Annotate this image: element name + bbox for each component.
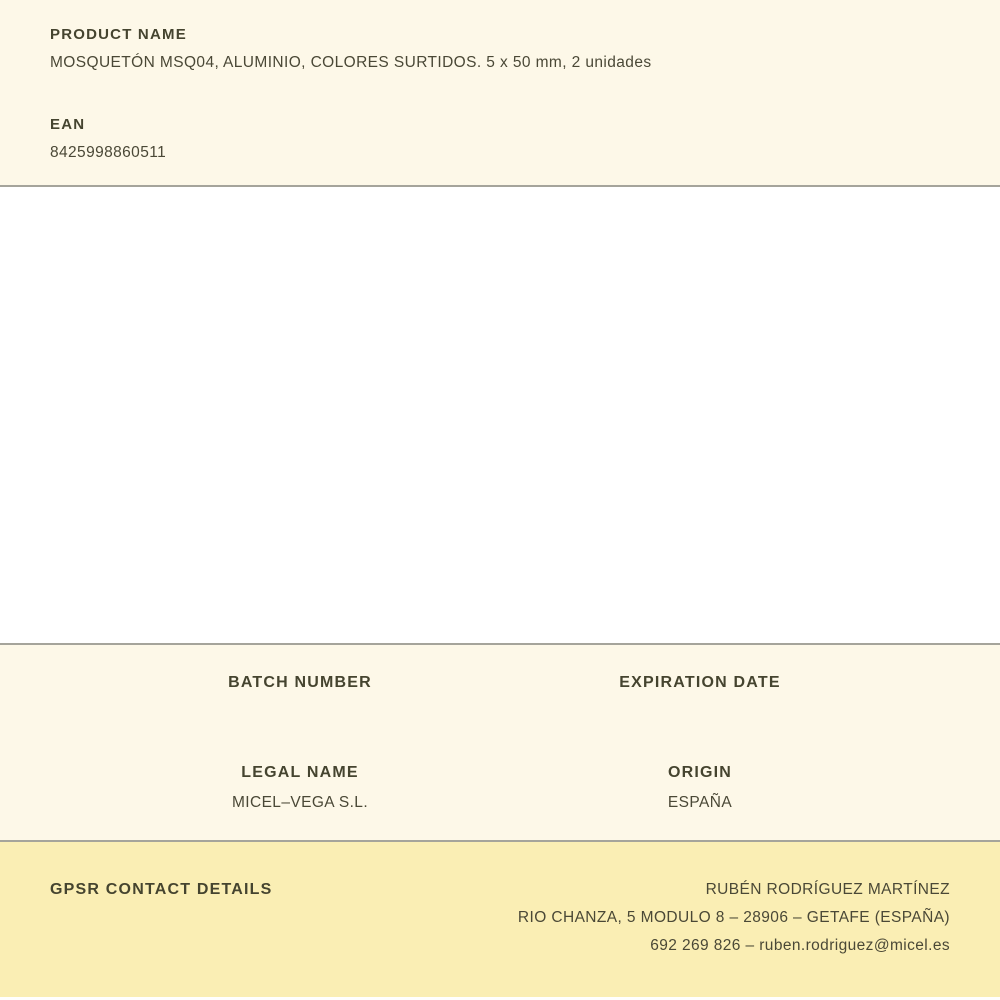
batch-expiration-row bbox=[100, 675, 900, 721]
gpsr-contact-phone-email: 692 269 826 – ruben.rodriguez@micel.es bbox=[650, 937, 950, 954]
product-info-section bbox=[0, 0, 1000, 187]
expiration-date-value bbox=[500, 705, 900, 721]
expiration-date-cell bbox=[500, 675, 900, 721]
batch-number-value bbox=[100, 705, 500, 721]
batch-legal-section bbox=[0, 645, 1000, 842]
legal-origin-row bbox=[100, 765, 900, 811]
batch-number-label: BATCH NUMBER bbox=[228, 674, 372, 691]
origin-cell bbox=[500, 765, 900, 811]
ean-value: 8425998860511 bbox=[50, 144, 167, 161]
spacer bbox=[50, 71, 950, 117]
batch-number-cell bbox=[100, 675, 500, 721]
product-name-value: MOSQUETÓN MSQ04, ALUMINIO, COLORES SURTIDOS. 5 x 50 mm, 2 unidades bbox=[50, 54, 652, 71]
legal-name-value: MICEL–VEGA S.L. bbox=[231, 794, 369, 811]
ean-label: EAN bbox=[50, 116, 86, 133]
legal-name-cell bbox=[100, 765, 500, 811]
gpsr-contact-section bbox=[0, 842, 1000, 997]
legal-name-label: LEGAL NAME bbox=[241, 764, 359, 781]
gpsr-contact-lines bbox=[518, 876, 950, 960]
gpsr-contact-address: RIO CHANZA, 5 MODULO 8 – 28906 – GETAFE (ESPAÑA) bbox=[517, 909, 950, 926]
expiration-date-label: EXPIRATION DATE bbox=[619, 674, 781, 691]
product-image-area bbox=[0, 187, 1000, 645]
gpsr-contact-label: GPSR CONTACT DETAILS bbox=[50, 881, 273, 898]
origin-label: ORIGIN bbox=[667, 764, 733, 781]
product-name-label: PRODUCT NAME bbox=[50, 26, 187, 43]
origin-value: ESPAÑA bbox=[667, 794, 733, 811]
gpsr-contact-name: RUBÉN RODRÍGUEZ MARTÍNEZ bbox=[705, 881, 950, 898]
